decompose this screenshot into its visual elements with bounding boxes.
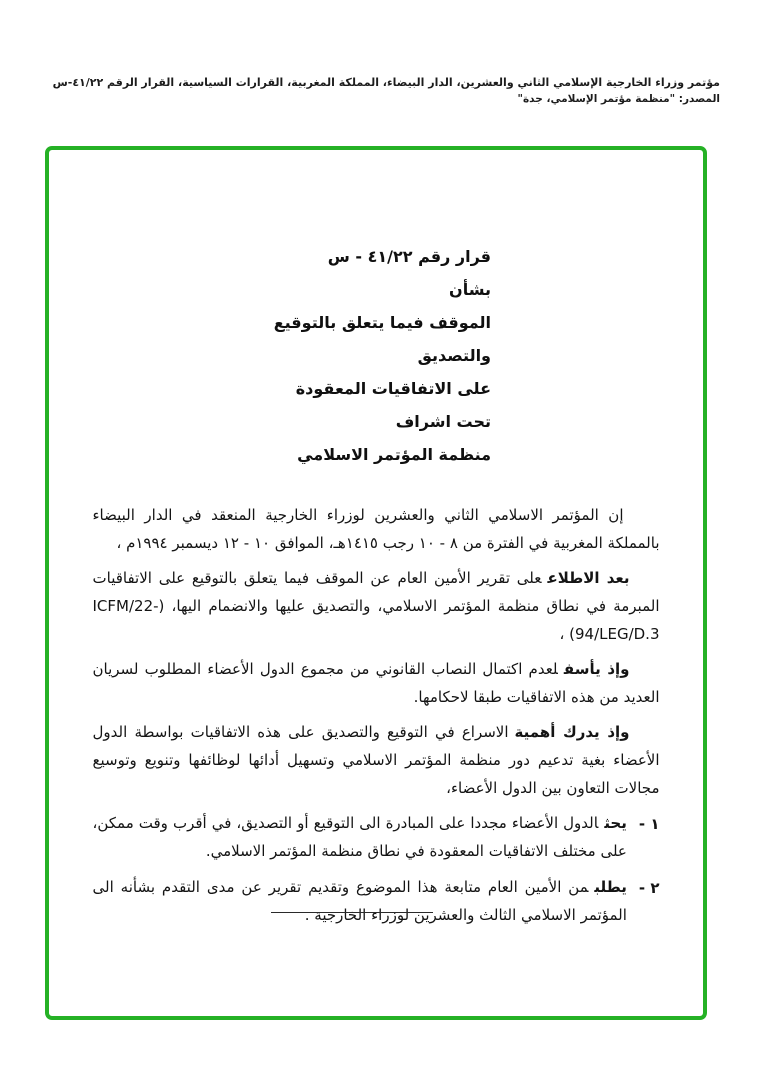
item-number: ٢ - bbox=[638, 879, 660, 897]
item-text: الدول الأعضاء مجددا على المبادرة الى التوقيع أو التصديق، في أقرب وقت ممكن، على مختلف الاتفاقيات المعقودة في نطاق منظمة المؤتمر الاسلامي. bbox=[92, 814, 627, 860]
item-body bbox=[93, 809, 627, 865]
resolution-body bbox=[93, 501, 660, 929]
operative-item-1 bbox=[93, 809, 660, 865]
preamble-paragraph-1 bbox=[93, 501, 660, 557]
item-lead: يحث bbox=[604, 814, 627, 832]
source-note-line-1: مؤتمر وزراء الخارجية الإسلامي الثاني والعشرين، الدار البيضاء، المملكة المغربية، القرارات السياسية، القرار الرقم ٤١/٢٢-س bbox=[52, 76, 720, 89]
title-line-resolution-number: قرار رقم ٤١/٢٢ - س bbox=[327, 247, 491, 266]
preamble-paragraph-4 bbox=[93, 718, 660, 802]
title-line-regarding: بشأن bbox=[449, 280, 491, 299]
paragraph-lead: وإذ يأسف bbox=[563, 660, 630, 678]
operative-item-2 bbox=[93, 873, 660, 929]
paragraph-text: الاسراع في التوقيع والتصديق على هذه الاتفاقيات بواسطة الدول الأعضاء بغية تدعيم دور منظمة المؤتمر الاسلامي وتسهيل أدائها لوظائفها وتنويع وتوسيع مجالات التعاون بين الدول الأعضاء، bbox=[92, 723, 660, 797]
title-line-organization: منظمة المؤتمر الاسلامي bbox=[297, 445, 491, 464]
bottom-divider bbox=[271, 912, 433, 913]
paragraph-text: لعدم اكتمال النصاب القانوني من مجموع الدول الأعضاء المطلوب لسريان العديد من هذه الاتفاقيات طبقا لاحكامها. bbox=[92, 660, 660, 706]
paragraph-text: على تقرير الأمين العام عن الموقف فيما يتعلق بالتوقيع على الاتفاقيات المبرمة في نطاق منظمة المؤتمر الاسلامي، والتصديق عليها والانضمام اليها، (ICFM/22-94/LEG/D.3) ، bbox=[92, 569, 660, 643]
title-line-subject-1: الموقف فيما يتعلق بالتوقيع والتصديق bbox=[273, 313, 491, 365]
item-number: ١ - bbox=[638, 815, 660, 833]
item-text: من الأمين العام متابعة هذا الموضوع وتقديم تقرير عن مدى التقدم بشأنه الى المؤتمر الاسلامي الثالث والعشرين لوزراء الخارجية . bbox=[92, 878, 627, 924]
preamble-paragraph-2 bbox=[93, 564, 660, 648]
paragraph-lead: وإذ يدرك أهمية bbox=[514, 723, 630, 741]
paragraph-text: إن المؤتمر الاسلامي الثاني والعشرين لوزراء الخارجية المنعقد في الدار البيضاء بالمملكة المغربية في الفترة من ٨ - ١٠ رجب ١٤١٥هـ، الموافق ١٠ - ١٢ ديسمبر ١٩٩٤م ، bbox=[92, 506, 660, 552]
item-body bbox=[93, 873, 627, 929]
source-note-line-2: المصدر: "منظمة مؤتمر الإسلامي، جدة" bbox=[517, 93, 720, 105]
preamble-paragraph-3 bbox=[93, 655, 660, 711]
title-line-subject-2: على الاتفاقيات المعقودة تحت اشراف bbox=[295, 379, 491, 431]
item-lead: يطلب bbox=[594, 878, 627, 896]
paragraph-lead: بعد الاطلاع bbox=[547, 569, 630, 587]
resolution-title bbox=[261, 240, 491, 471]
source-note bbox=[38, 74, 720, 108]
document-frame bbox=[45, 146, 707, 1020]
